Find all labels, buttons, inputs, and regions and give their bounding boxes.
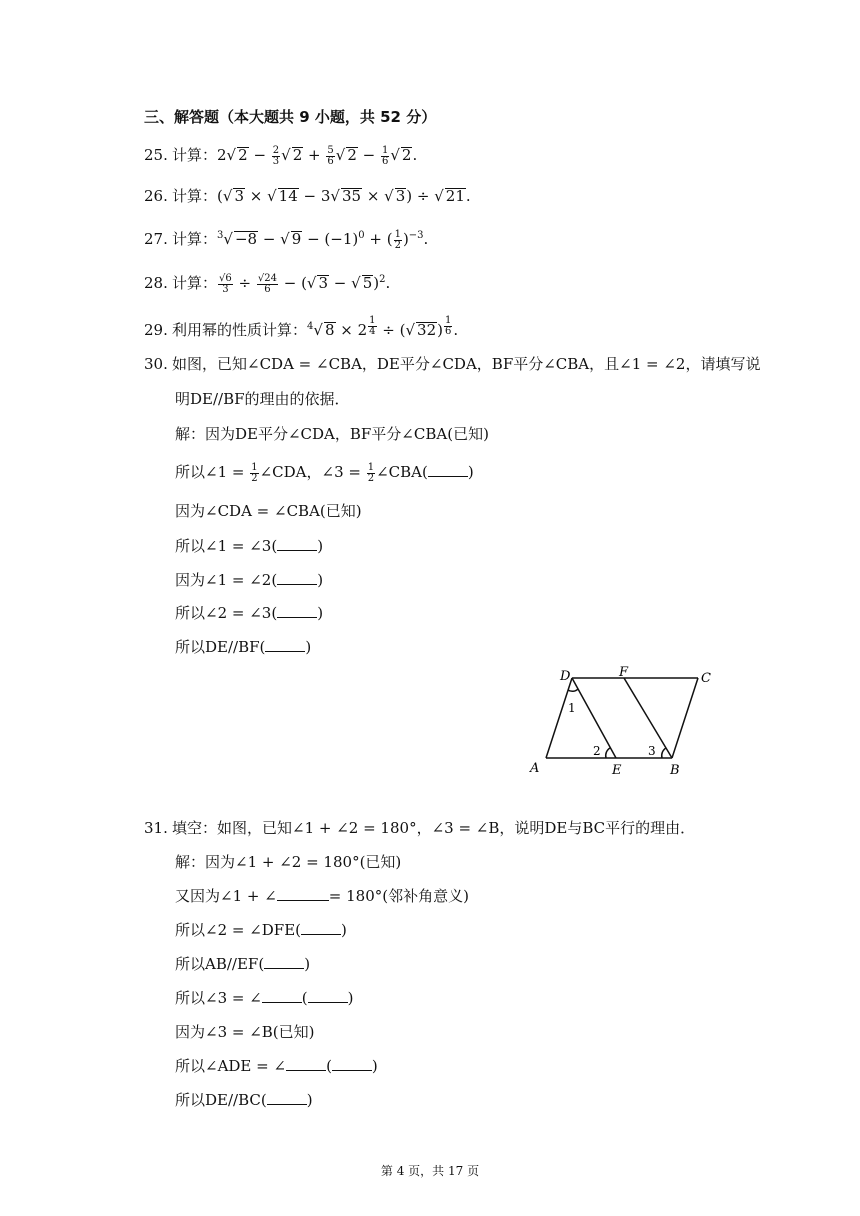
solution-step: 因为∠3 = ∠B(已知) — [175, 1023, 315, 1041]
step-text: 所以∠ADE = ∠ — [175, 1057, 287, 1075]
step-text: 所以∠3 = ∠ — [175, 989, 262, 1007]
label-b: B — [670, 763, 680, 778]
solution-step: 所以∠3 = ∠ ( ) — [175, 989, 354, 1007]
answer-blank[interactable] — [277, 605, 317, 618]
solution-step: 所以AB//EF( ) — [175, 955, 311, 973]
parallelogram-figure — [520, 660, 730, 780]
solution-step: 所以∠2 = ∠DFE( ) — [175, 921, 347, 939]
step-text: ∠CDA，∠3 = — [259, 463, 366, 481]
answer-blank[interactable] — [308, 990, 348, 1003]
step-text: 又因为∠1 + ∠ — [175, 887, 277, 905]
question-number: 27. — [144, 230, 168, 248]
answer-blank[interactable] — [267, 1092, 307, 1105]
answer-blank[interactable] — [332, 1058, 372, 1071]
angle-2-arc — [606, 748, 610, 758]
math-expression: $^4$√ 8 × 2 $^{\frac{1}{4}}$ ÷ (√ 32) $^{\frac{1}{6}}$ . — [307, 315, 459, 339]
question-prefix: 计算： — [172, 146, 218, 164]
label-e: E — [612, 763, 622, 778]
math-expression: 2√ 2 − $\frac{2}{3}$ √ 2 + $\frac{5}{6}$ √ 2 − $\frac{1}{6}$ √ 2. — [217, 144, 418, 167]
answer-blank[interactable] — [428, 464, 468, 477]
angle-3-arc — [662, 748, 666, 758]
segment-cb — [672, 678, 698, 758]
answer-blank[interactable] — [301, 922, 341, 935]
label-angle-3: 3 — [648, 744, 656, 758]
answer-blank[interactable] — [262, 990, 302, 1003]
step-text: 所以AB//EF( — [175, 955, 265, 973]
question-28 — [144, 270, 390, 295]
question-text: 填空：如图，已知∠1 + ∠2 = 180°，∠3 = ∠B，说明DE与BC平行的理由． — [172, 819, 696, 837]
label-angle-1: 1 — [568, 701, 576, 715]
step-text: 因为∠1 = ∠2( — [175, 571, 278, 589]
answer-blank[interactable] — [277, 888, 329, 901]
label-angle-2: 2 — [593, 744, 601, 758]
solution-step: 解：因为DE平分∠CDA，BF平分∠CBA(已知) — [175, 425, 489, 443]
question-30-stem-2: 明DE//BF的理由的依据． — [175, 390, 350, 408]
step-text: 所以DE//BF( — [175, 638, 266, 656]
question-number: 30. — [144, 355, 168, 373]
question-30-stem — [144, 354, 760, 374]
solution-step: 所以∠ADE = ∠ ( ) — [175, 1057, 378, 1075]
label-f: F — [619, 665, 629, 680]
solution-step: 因为∠1 = ∠2( ) — [175, 571, 324, 589]
solution-step: 所以∠1 = $\frac{1}{2}$ ∠CDA，∠3 = $\frac{1}{2}$ ∠CBA( ) — [175, 461, 474, 484]
question-number: 26. — [144, 187, 168, 205]
question-number: 28. — [144, 274, 168, 292]
answer-blank[interactable] — [277, 572, 317, 585]
answer-blank[interactable] — [264, 956, 304, 969]
answer-blank[interactable] — [277, 538, 317, 551]
solution-step — [175, 886, 469, 906]
label-d: D — [560, 669, 571, 684]
question-text: 如图，已知∠CDA = ∠CBA，DE平分∠CDA，BF平分∠CBA，且∠1 = ∠2，请填写说 — [172, 355, 761, 373]
solution-step: 解：因为∠1 + ∠2 = 180°(已知) — [175, 853, 402, 871]
answer-blank[interactable] — [286, 1058, 326, 1071]
question-31-stem — [144, 818, 695, 838]
question-27 — [144, 226, 428, 251]
answer-blank[interactable] — [265, 639, 305, 652]
step-text: 所以∠2 = ∠DFE( — [175, 921, 302, 939]
step-text: 所以DE//BC( — [175, 1091, 267, 1109]
step-text: = 180°(邻补角意义) — [328, 887, 469, 905]
step-text: 所以∠1 = ∠3( — [175, 537, 278, 555]
solution-step: 所以∠2 = ∠3( ) — [175, 604, 324, 622]
question-29 — [144, 316, 458, 340]
question-number: 31. — [144, 819, 168, 837]
question-prefix: 计算： — [172, 187, 218, 205]
math-expression: $^3$√ −8 − √ $9 - (-1)^0$ + ( $\frac{1}{2}$ )$^{-3}$. — [217, 228, 429, 251]
question-number: 25. — [144, 146, 168, 164]
label-a: A — [530, 761, 540, 776]
solution-step: 所以∠1 = ∠3( ) — [175, 537, 324, 555]
question-prefix: 利用幂的性质计算： — [172, 321, 308, 339]
angle-1-arc — [568, 689, 578, 691]
label-c: C — [701, 671, 711, 686]
section-title: 三、解答题（本大题共 9 小题，共 52 分） — [144, 108, 437, 126]
step-text: 所以∠2 = ∠3( — [175, 604, 278, 622]
question-25 — [144, 145, 417, 167]
step-text: 所以∠1 = — [175, 463, 250, 481]
question-26 — [144, 186, 471, 206]
question-prefix: 计算： — [172, 274, 218, 292]
math-expression: $\frac{√6}{3}$ ÷ $\frac{√24}{6}$ − (√ 3 − √ 5)$^2$. — [219, 272, 391, 295]
solution-step: 所以DE//BF( ) — [175, 638, 312, 656]
question-prefix: 计算： — [172, 230, 218, 248]
solution-step: 所以DE//BC( ) — [175, 1091, 313, 1109]
math-expression: (√ 3 × √ 14 − 3√ 35 × √ 3) ÷ √ 21. — [217, 187, 471, 205]
question-number: 29. — [144, 321, 168, 339]
solution-step: 因为∠CDA = ∠CBA(已知) — [175, 502, 362, 520]
page-footer: 第 4 页，共 17 页 — [380, 1164, 480, 1178]
step-text: ∠CBA( — [376, 463, 428, 481]
